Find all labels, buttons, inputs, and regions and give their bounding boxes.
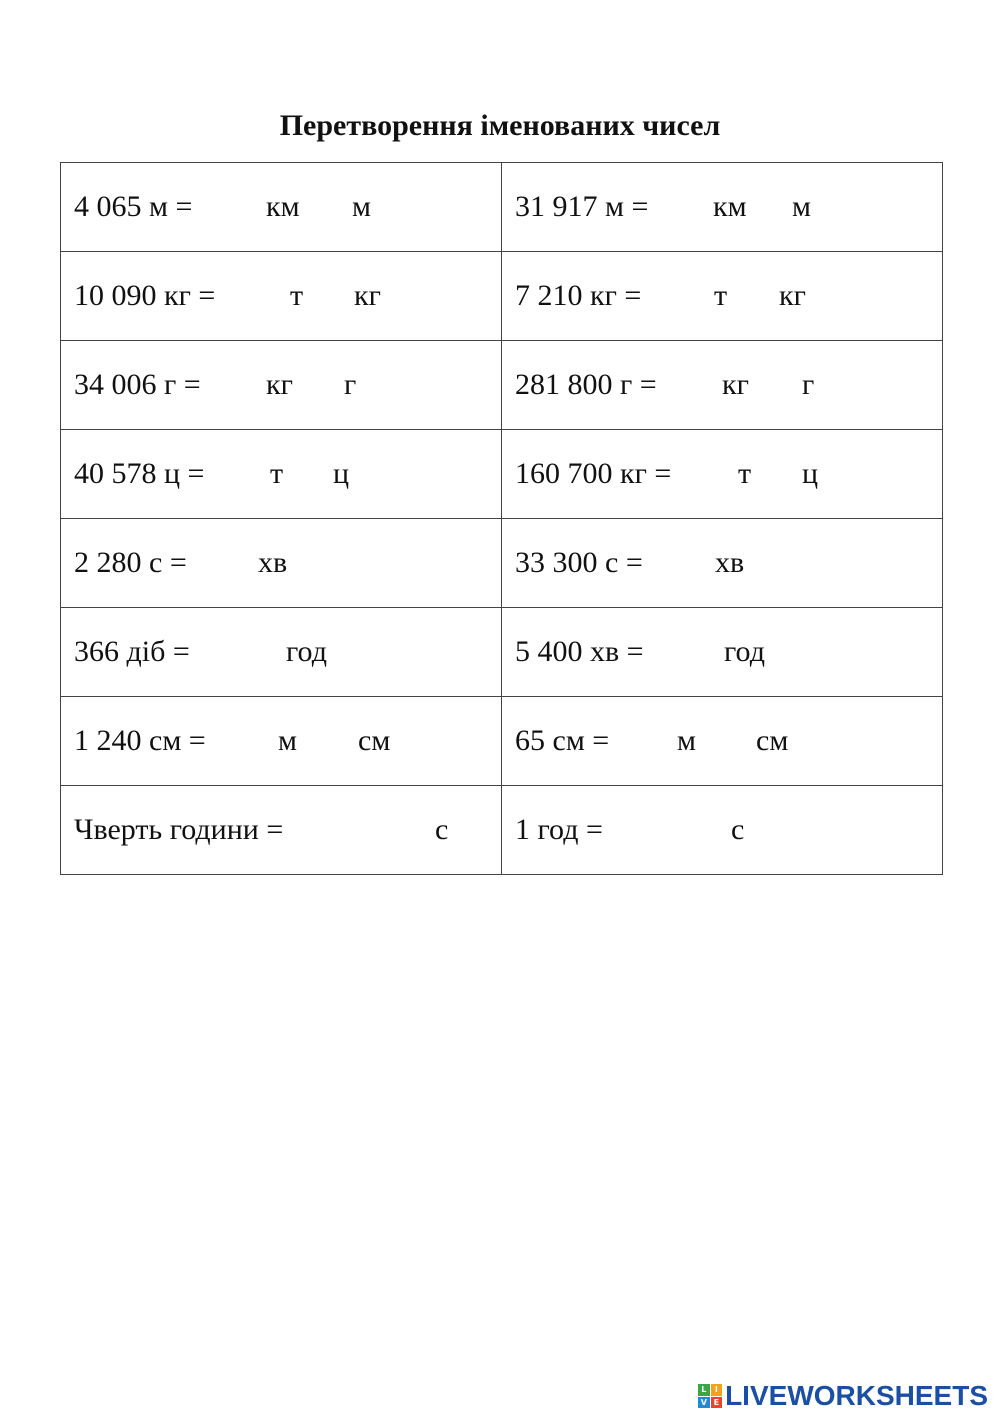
conversion-table [60,162,943,875]
exercise-cell [502,608,943,697]
logo-mark-letter: V [698,1397,710,1409]
exercise-cell [61,252,502,341]
exercise-expression: 366 діб = [74,635,190,668]
logo-mark-letter: I [711,1384,723,1396]
unit-label: см [358,724,391,757]
exercise-cell [61,519,502,608]
exercise-expression: 7 210 кг = [515,279,642,312]
table-row [61,252,943,341]
exercise-expression: 33 300 с = [515,546,643,579]
unit-label: год [286,635,327,668]
exercise-cell [502,786,943,875]
unit-label: км [266,190,300,223]
unit-label: хв [715,546,745,579]
exercise-expression: 160 700 кг = [515,457,672,490]
unit-label: м [792,190,811,223]
unit-label: кг [779,279,806,312]
unit-label: км [713,190,747,223]
unit-label: м [352,190,371,223]
unit-label: м [677,724,696,757]
unit-label: т [290,279,304,312]
unit-label: т [270,457,284,490]
exercise-cell [502,519,943,608]
table-row [61,608,943,697]
liveworksheets-logo [698,1381,988,1411]
exercise-expression: 281 800 г = [515,368,657,401]
exercise-expression: Чверть години = [74,813,284,846]
unit-label: с [435,813,449,846]
logo-text: LIVEWORKSHEETS [725,1380,988,1411]
exercise-cell [61,608,502,697]
exercise-expression: 40 578 ц = [74,457,205,490]
exercise-cell [61,786,502,875]
exercise-cell [502,252,943,341]
exercise-expression: 2 280 с = [74,546,187,579]
exercise-expression: 4 065 м = [74,190,193,223]
exercise-cell [502,697,943,786]
table-row [61,341,943,430]
exercise-expression: 1 год = [515,813,603,846]
unit-label: ц [802,457,819,490]
unit-label: г [344,368,357,401]
unit-label: т [714,279,728,312]
table-row [61,786,943,875]
unit-label: год [724,635,765,668]
exercise-cell [502,163,943,252]
table-row [61,163,943,252]
exercise-cell [61,430,502,519]
table-row [61,519,943,608]
exercise-expression: 31 917 м = [515,190,649,223]
unit-label: с [731,813,745,846]
unit-label: т [738,457,752,490]
unit-label: м [278,724,297,757]
unit-label: см [756,724,789,757]
unit-label: кг [354,279,381,312]
exercise-expression: 10 090 кг = [74,279,216,312]
exercise-expression: 5 400 хв = [515,635,644,668]
unit-label: хв [258,546,288,579]
logo-mark-letter: L [698,1384,710,1396]
logo-mark-icon [698,1384,722,1408]
unit-label: г [802,368,815,401]
exercise-expression: 1 240 см = [74,724,206,757]
table-row [61,697,943,786]
unit-label: ц [333,457,350,490]
exercise-cell [61,341,502,430]
table-row [61,430,943,519]
exercise-cell [502,430,943,519]
logo-mark-letter: E [711,1397,723,1409]
exercise-cell [61,163,502,252]
exercise-expression: 34 006 г = [74,368,201,401]
worksheet-title: Перетворення іменованих чисел [279,109,721,142]
exercise-expression: 65 см = [515,724,610,757]
unit-label: кг [266,368,293,401]
unit-label: кг [722,368,749,401]
exercise-cell [502,341,943,430]
exercise-cell [61,697,502,786]
